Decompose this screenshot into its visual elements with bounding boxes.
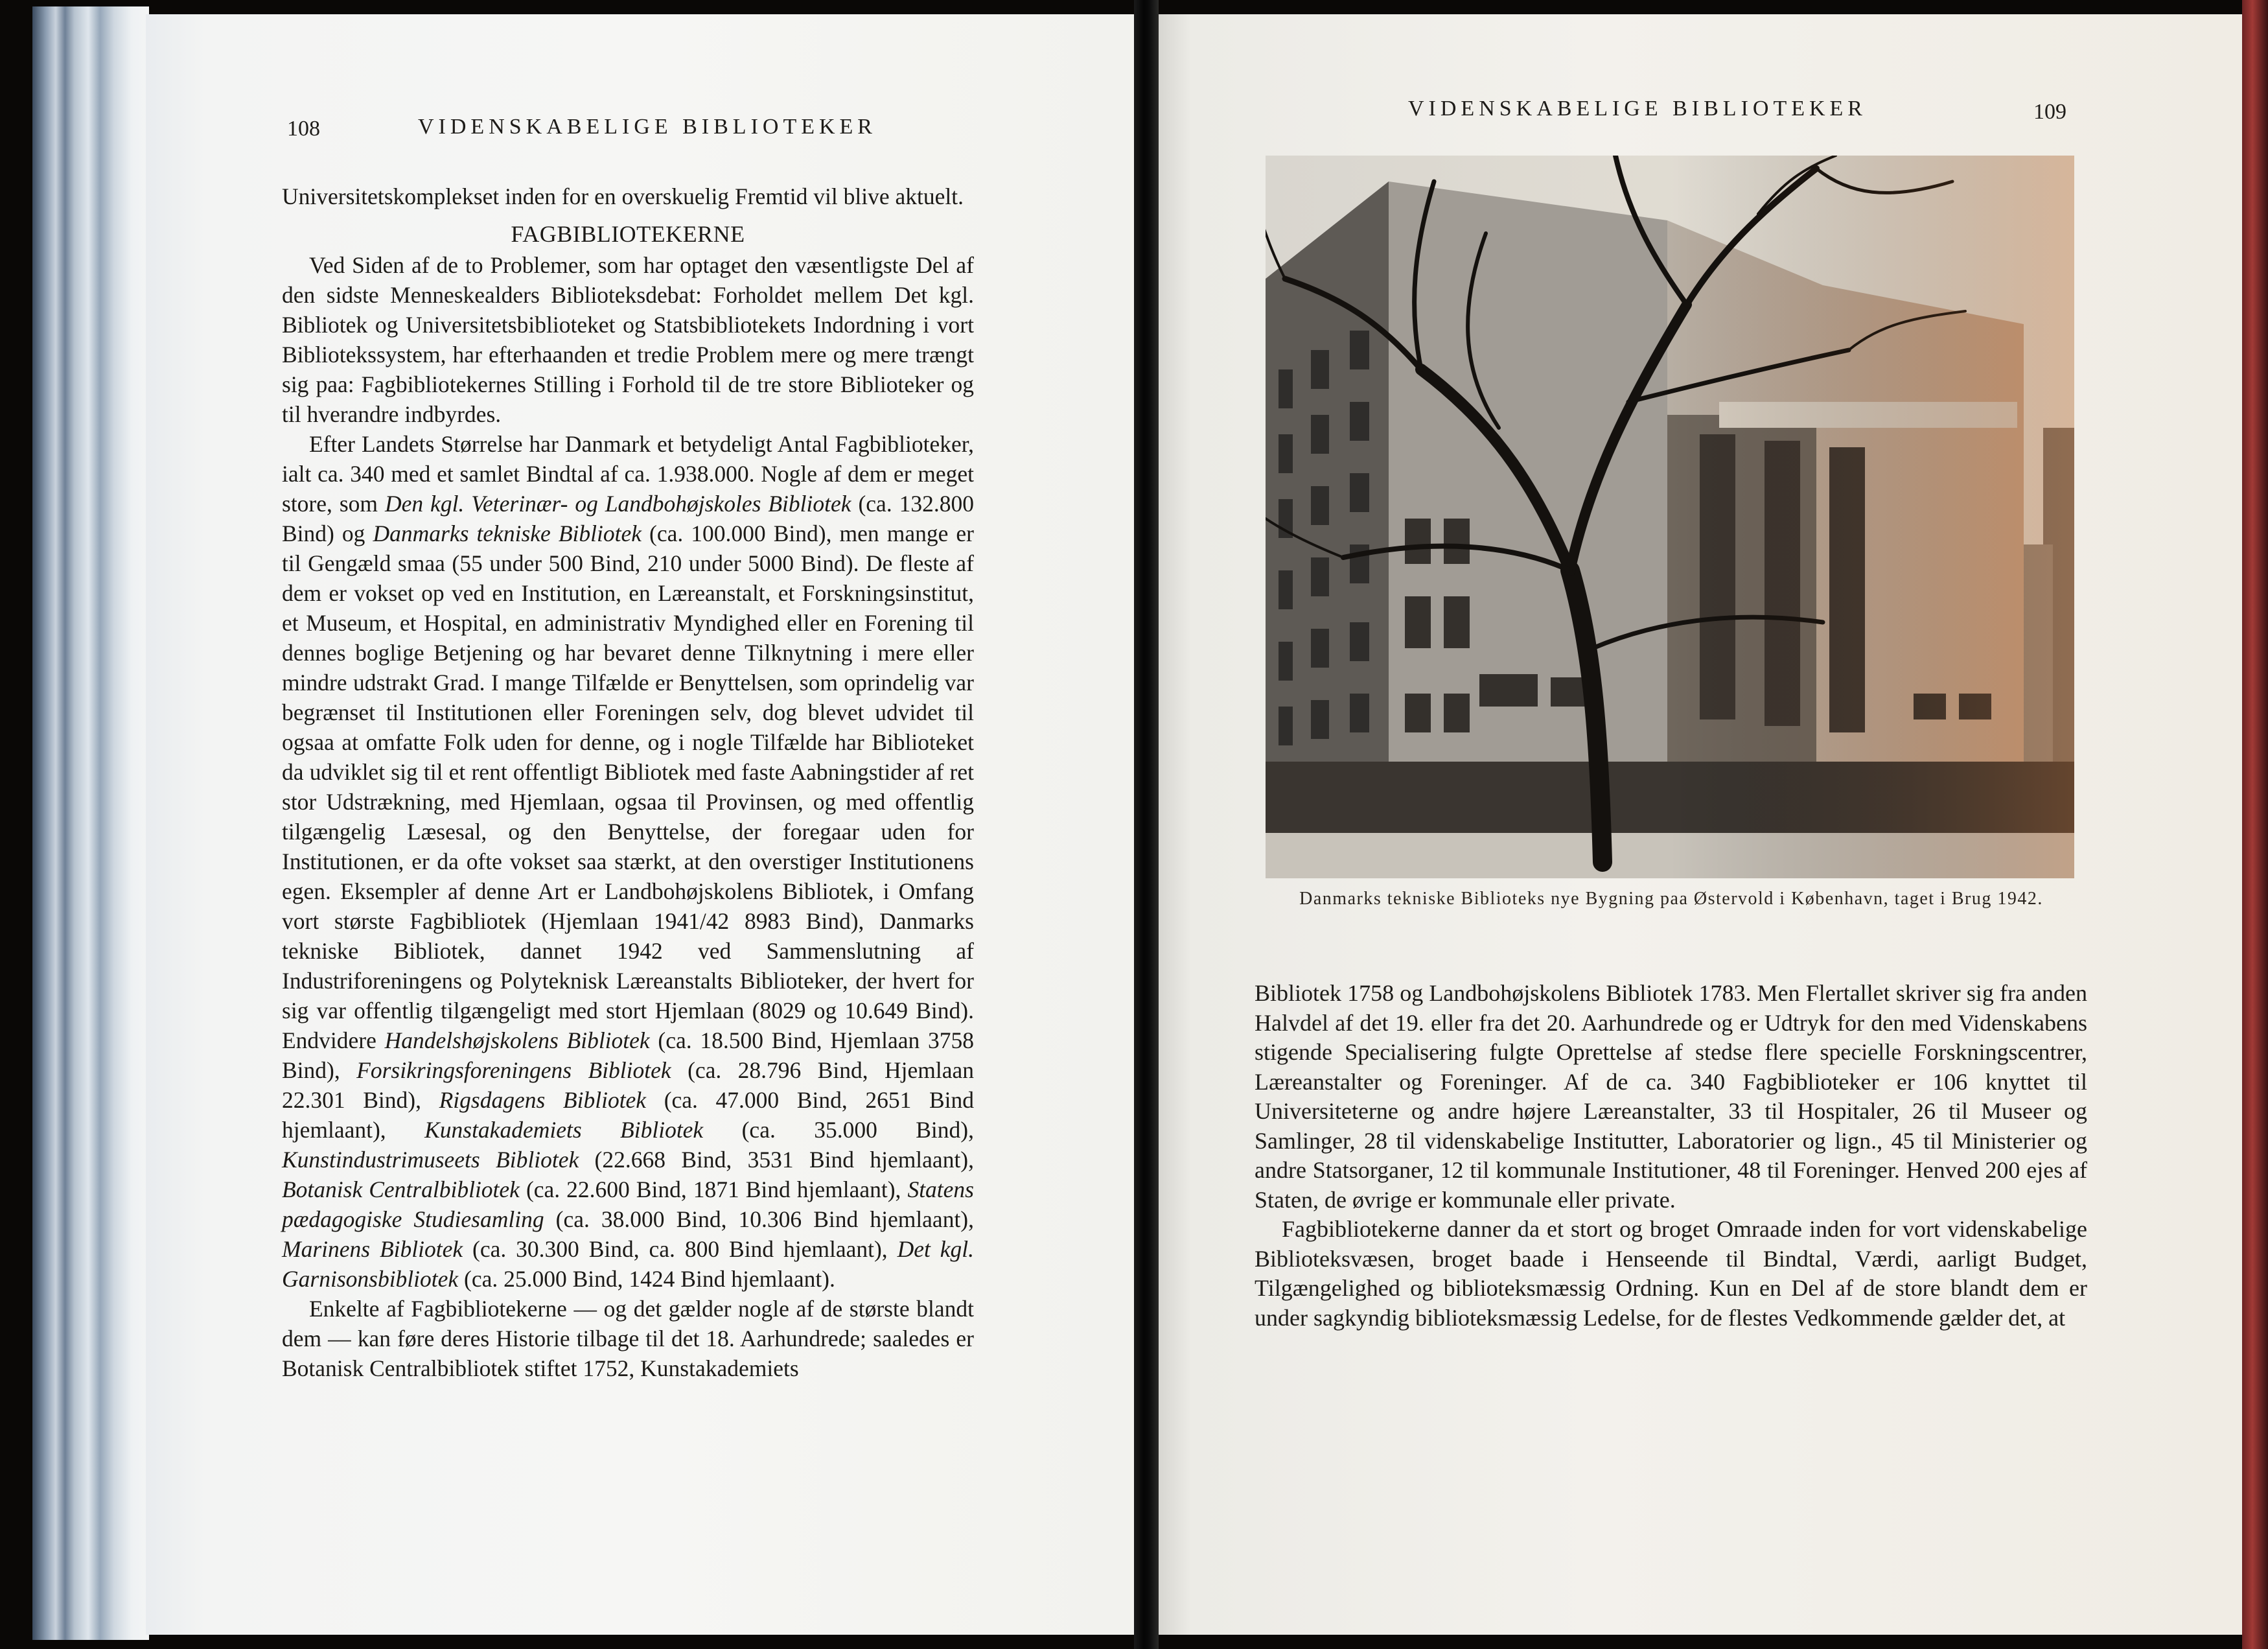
book-page-edges xyxy=(32,6,149,1640)
text-run: (22.668 Bind, 3531 Bind hjemlaant), xyxy=(579,1147,974,1173)
library-name: Botanisk Centralbibliotek xyxy=(282,1176,520,1202)
library-name: Kunstindustrimuseets Bibliotek xyxy=(282,1147,579,1173)
paragraph xyxy=(282,429,974,1294)
text-run: (ca. 22.600 Bind, 1871 Bind hjemlaant), xyxy=(519,1176,908,1202)
library-name: Marinens Bibliotek xyxy=(282,1236,463,1262)
library-name: Det kgl. Garnisonsbibliotek xyxy=(282,1236,974,1292)
text-run: Efter Landets Størrelse har Danmark et betydeligt Antal Fagbiblioteker, ialt ca. 340 med et samlet Bindtal af ca. 1.938.000. Nogle af dem er meget store, som xyxy=(282,431,974,517)
library-name: Forsikringsforeningens Bibliotek xyxy=(356,1057,671,1083)
right-page-number: 109 xyxy=(2033,100,2066,124)
building-photo-illustration xyxy=(1266,156,2074,878)
paragraph: Fagbibliotekerne danner da et stort og broget Omraade inden for vort videnskabelige Biblioteksvæsen, broget baade i Henseende til Bindtal, Værdi, aarligt Budget, Tilgængelighed og biblioteksmæssig Ordning. Kun en Del af de store blandt dem er under sagkyndig biblioteksmæssig Ledelse, for de flestes Vedkommende gælder det, at xyxy=(1255,1216,2087,1331)
left-running-head: VIDENSKABELIGE BIBLIOTEKER xyxy=(418,115,877,139)
library-name: Kunstakademiets Bibliotek xyxy=(424,1117,704,1143)
library-name: Rigsdagens Bibliotek xyxy=(439,1087,647,1113)
paragraph: Bibliotek 1758 og Landbohøjskolens Bibliotek 1783. Men Flertallet skriver sig fra anden Halvdel af det 19. eller fra det 20. Aarhundrede og er Udtryk for den med Videnskabens stigende Specialisering fulgte Oprettelse af stedse flere specielle Forskningscentrer, Læreanstalter og Foreninger. Af de ca. 340 Fagbiblioteker er 106 knyttet til Universiteterne og andre højere Læreanstalter, 33 til Hospitaler, 26 til Museer og Samlinger, 28 til videnskabelige Institutter, Laboratorier og lign., 45 til Ministerier og andre Statsorganer, 12 til kommunale Institutioner, 48 til Foreninger. Henved 200 ejes af Staten, de øvrige er kommunale eller private. xyxy=(1255,980,2087,1213)
left-page xyxy=(146,14,1134,1635)
text-run: (ca. 35.000 Bind), xyxy=(703,1117,974,1143)
library-name: Handelshøjskolens Bibliotek xyxy=(384,1027,650,1053)
text-run: (ca. 47.000 Bind, 2651 Bind hjemlaant), xyxy=(282,1087,974,1143)
text-run: (ca. 38.000 Bind, 10.306 Bind hjemlaant), xyxy=(544,1206,975,1232)
library-name: Danmarks tekniske Bibliotek xyxy=(373,520,642,546)
photo-caption: Danmarks tekniske Biblioteks nye Bygning paa Østervold i København, taget i Brug 1942. xyxy=(1299,889,2043,909)
text-run: (ca. 18.500 Bind, Hjemlaan 3758 Bind), xyxy=(282,1027,975,1083)
left-page-number: 108 xyxy=(287,117,320,141)
right-text-column xyxy=(1255,979,2087,1333)
text-run: (ca. 132.800 Bind) og xyxy=(282,491,975,546)
text-run: (ca. 28.796 Bind, Hjemlaan 22.301 Bind), xyxy=(282,1057,974,1113)
text-run: (ca. 30.300 Bind, ca. 800 Bind hjemlaant), xyxy=(463,1236,897,1262)
paragraph: Ved Siden af de to Problemer, som har optaget den væsentligste Del af den sidste Menneskealders Biblioteksdebat: Forholdet mellem Det kgl. Bibliotek og Universitetsbiblioteket og Statsbibliotekets Indordning i vort Bibliotekssystem, har efterhaanden et tredie Problem mere og mere trængt sig paa: Fagbibliotekernes Stilling i Forhold til de tre store Biblioteker og til hverandre indbyrdes. xyxy=(282,252,974,427)
library-name: Statens pædagogiske Studiesamling xyxy=(282,1176,974,1232)
book-cover-edge xyxy=(2242,0,2268,1649)
section-title: FAGBIBLIOTEKERNE xyxy=(511,221,745,247)
paragraph: Enkelte af Fagbibliotekerne — og det gælder nogle af de største blandt dem — kan føre deres Historie tilbage til det 18. Aarhundrede; saaledes er Botanisk Centralbibliotek stiftet 1752, Kunstakademiets xyxy=(282,1296,974,1381)
left-text-column xyxy=(282,181,974,1383)
text-run: (ca. 25.000 Bind, 1424 Bind hjemlaant). xyxy=(458,1266,835,1292)
right-running-head: VIDENSKABELIGE BIBLIOTEKER xyxy=(1408,97,1867,121)
book-gutter xyxy=(1134,0,1159,1649)
library-building-photo xyxy=(1266,156,2074,878)
intro-paragraph: Universitetskomplekset inden for en overskuelig Fremtid vil blive aktuelt. xyxy=(282,183,964,209)
text-run: (ca. 100.000 Bind), men mange er til Gengæld smaa (55 under 500 Bind, 210 under 5000 Bind). De fleste af dem er vokset op ved en Institution, en Læreanstalt, et Forskningsinstitut, et Museum, et Hospital, en administrativ Myndighed eller en Forening til dennes boglige Betjening og har bevaret denne Tilknytning i mere eller mindre udstrakt Grad. I mange Tilfælde er Benyttelsen, som oprindelig var begrænset til Institutionen eller Foreningen selv, dog blevet udvidet til ogsaa at omfatte Folk uden for denne, og i nogle Tilfælde har Biblioteket da udviklet sig til et rent offentligt Bibliotek med faste Aabningstider af ret stor Udstrækning, med Hjemlaan, ogsaa til Provinsen, og med offentlig tilgængelig Læsesal, og den Benyttelse, der foregaar uden for Institutionen, er da ofte vokset saa stærkt, at den overstiger Institutionens egen. Eksempler af denne Art er Landbohøjskolens Bibliotek, i Omfang vort største Fagbibliotek (Hjemlaan 1941/42 8983 Bind), Danmarks tekniske Bibliotek, dannet 1942 ved Sammenslutning af Industriforeningens og Polyteknisk Læreanstalts Biblioteker, der hvert for sig var offentlig tilgængeligt med stort Hjemlaan (8029 og 10.649 Bind). Endvidere xyxy=(282,520,974,1053)
library-name: Den kgl. Veterinær- og Landbohøjskoles Bibliotek xyxy=(384,491,851,517)
right-page xyxy=(1159,14,2242,1635)
